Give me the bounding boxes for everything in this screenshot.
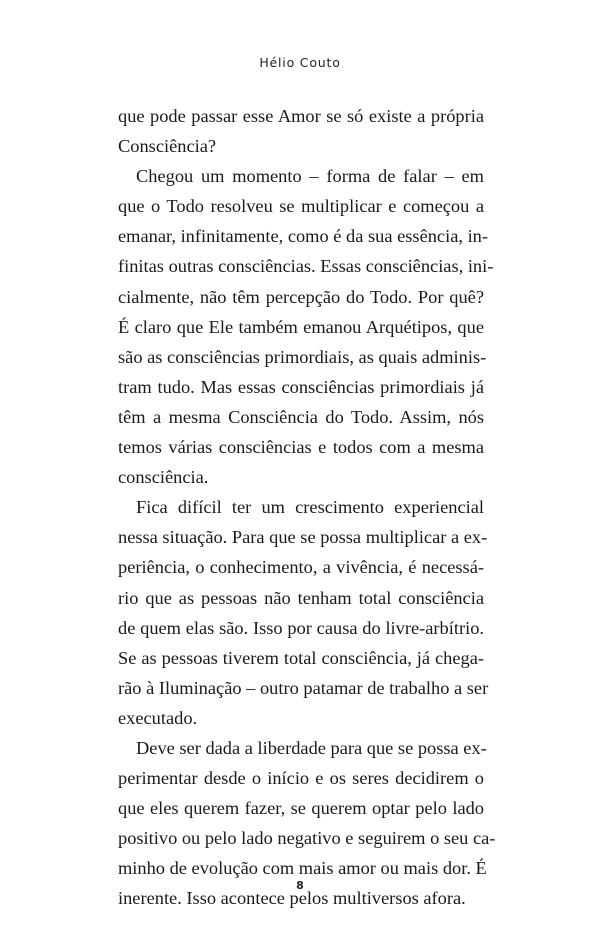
text-line: Deve ser dada a liberdade para que se possa ex- [136,737,487,758]
body-text [118,101,496,914]
text-line: Fica difícil ter um crescimento experiencial [136,497,484,518]
text-line: positivo ou pelo lado negativo e seguirem o seu ca- [118,828,496,849]
text-line: são as consciências primordiais, as quais adminis- [118,346,487,367]
text-line: tram tudo. Mas essas consciências primordiais já [118,376,484,397]
running-head: Hélio Couto [259,55,341,70]
text-line: rio que as pessoas não tenham total consciência [118,587,484,608]
text-line: finitas outras consciências. Essas consciências, ini- [118,256,494,277]
text-line: nessa situação. Para que se possa multiplicar a ex- [118,527,488,548]
text-line: que pode passar esse Amor se só existe a própria [118,106,484,126]
text-line: periência, o conhecimento, a vivência, é necessá- [118,557,484,578]
text-line: Chegou um momento – forma de falar – em [136,166,484,187]
text-line: que eles querem fazer, se querem optar pelo lado [118,798,484,819]
text-line: de quem elas são. Isso por causa do livre-arbítrio. [118,617,484,638]
text-line: emanar, infinitamente, como é da sua essência, in- [118,226,488,247]
text-line: inerente. Isso acontece pelos multiversos afora. [118,888,466,909]
text-line: perimentar desde o início e os seres decidirem o [118,768,484,789]
text-line: que o Todo resolveu se multiplicar e começou a [118,196,484,217]
text-line: têm a mesma Consciência do Todo. Assim, nós [118,406,484,427]
text-line: Consciência? [118,136,217,157]
text-line: executado. [118,707,198,728]
text-line: minho de evolução com mais amor ou mais dor. É [118,858,487,879]
text-line: consciência. [118,467,209,488]
text-line: cialmente, não têm percepção do Todo. Por quê? [118,286,484,307]
text-line: É claro que Ele também emanou Arquétipos, que [118,316,484,337]
page-number: 8 [296,879,304,892]
text-line: Se as pessoas tiverem total consciência, já chega- [118,647,484,668]
text-line: rão à Iluminação – outro patamar de trabalho a ser [118,677,489,698]
text-line: temos várias consciências e todos com a mesma [118,437,484,458]
